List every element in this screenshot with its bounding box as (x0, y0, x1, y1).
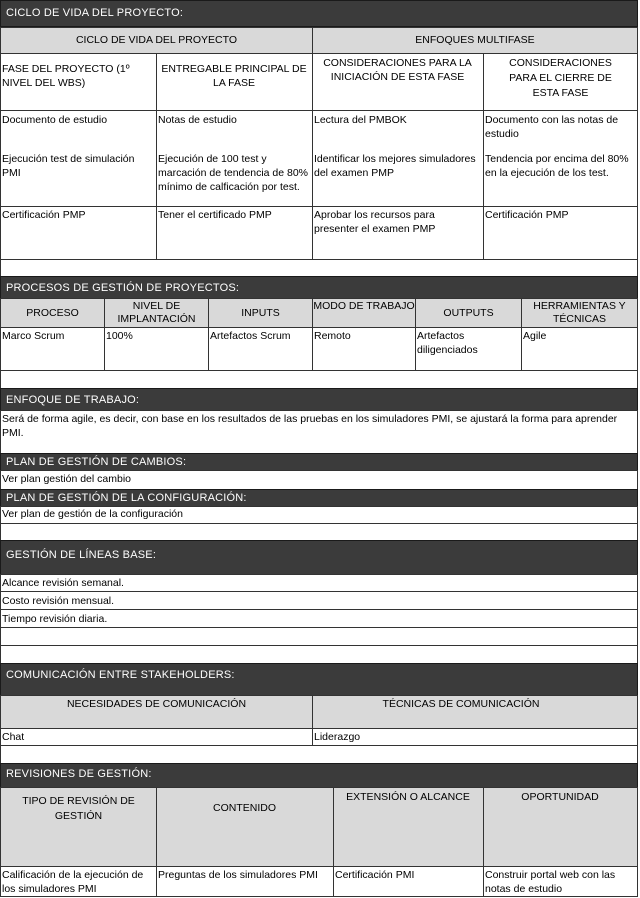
lifecycle-row2-closure (483, 206, 638, 260)
communication-col-techniques: TÉCNICAS DE COMUNICACIÓN (312, 695, 638, 729)
review-col-header-opportunity (483, 787, 638, 867)
review-col-header-content (156, 787, 334, 867)
lifecycle-row2-phase (0, 206, 157, 260)
process-row-tools-text: Agile (523, 330, 547, 342)
multiphase-group-header: ENFOQUES MULTIFASE (312, 27, 638, 54)
lifecycle-row1-closure (483, 110, 638, 207)
lifecycle-row2-initiation-text: Aprobar los recursos para presenter el examen PMP (314, 209, 436, 235)
process-col-header-inputs: INPUTS (208, 298, 313, 328)
col-header-phase (0, 53, 157, 111)
process-row-level (104, 327, 209, 371)
blank-row (0, 745, 638, 764)
baseline-time-row (0, 609, 638, 628)
process-col-header-level: NIVEL DE IMPLANTACIÓN (104, 298, 209, 328)
baseline-time-text: Tiempo revisión diaria. (2, 613, 108, 625)
lifecycle-row1-initiation (312, 110, 484, 207)
lifecycle-row2-deliverable-text: Tener el certificado PMP (158, 209, 272, 221)
review-row-type (0, 866, 157, 897)
process-col-header-process: PROCESO (0, 298, 105, 328)
work-approach-cell (0, 410, 638, 454)
review-col-header-opportunity-text: OPORTUNIDAD (521, 791, 599, 803)
process-row-process (0, 327, 105, 371)
lifecycle-row1-initiation-a: Lectura del PMBOK (314, 114, 407, 126)
blank-row (0, 259, 638, 277)
review-row-type-text: Calificación de la ejecución de los simuladores PMI (2, 869, 144, 895)
col-header-initiation-text: CONSIDERACIONES PARA LA INICIACIÓN DE ESTA FASE (323, 57, 472, 83)
work-approach-text: Será de forma agile, es decir, con base en los resultados de las pruebas en los simuladores PMI, se ajustará la forma para aprender PMI. (2, 413, 618, 439)
review-col-header-content-text: CONTENIDO (213, 802, 276, 814)
processes-section-title: PROCESOS DE GESTIÓN DE PROYECTOS: (0, 276, 638, 299)
work-approach-section-title: ENFOQUE DE TRABAJO: (0, 388, 638, 411)
baseline-scope-text: Alcance revisión semanal. (2, 577, 124, 589)
communication-col-needs: NECESIDADES DE COMUNICACIÓN (0, 695, 313, 729)
process-col-header-outputs: OUTPUTS (415, 298, 522, 328)
review-row-scope-text: Certificación PMI (335, 869, 415, 881)
communication-row-needs-text: Chat (2, 731, 25, 743)
baselines-section-title: GESTIÓN DE LÍNEAS BASE: (0, 540, 638, 575)
lifecycle-row1-deliverable-b: Ejecución de 100 test y marcación de tendencia de 80% mínimo de calficación por test. (158, 153, 309, 193)
blank-row (0, 523, 638, 541)
process-col-header-work-mode: MODO DE TRABAJO (312, 298, 416, 328)
config-plan-text: Ver plan de gestión de la configuración (2, 508, 183, 520)
review-row-content-text: Preguntas de los simuladores PMI (158, 869, 318, 881)
review-col-header-type (0, 787, 157, 867)
lifecycle-row1-phase-a: Documento de estudio (2, 114, 108, 126)
blank-row (0, 627, 638, 646)
lifecycle-section-title: CICLO DE VIDA DEL PROYECTO: (0, 0, 638, 27)
process-col-header-tools: HERRAMIENTAS Y TÉCNICAS (521, 298, 638, 328)
lifecycle-row1-deliverable-a: Notas de estudio (158, 114, 237, 126)
lifecycle-row2-deliverable (156, 206, 313, 260)
lifecycle-row1-deliverable (156, 110, 313, 207)
review-col-header-scope-text: EXTENSIÓN O ALCANCE (346, 791, 470, 803)
blank-row (0, 370, 638, 389)
process-row-inputs-text: Artefactos Scrum (210, 330, 291, 342)
process-row-outputs-text: Artefactos diligenciados (417, 330, 478, 356)
baseline-cost-row (0, 591, 638, 610)
process-row-work-mode (312, 327, 416, 371)
process-row-inputs (208, 327, 313, 371)
col-header-deliverable-text: ENTREGABLE PRINCIPAL DE LA FASE (161, 63, 307, 89)
review-row-opportunity-text: Construir portal web con las notas de estudio (485, 869, 616, 895)
review-row-opportunity (483, 866, 638, 897)
reviews-section-title: REVISIONES DE GESTIÓN: (0, 763, 638, 788)
communication-row-techniques (312, 728, 638, 746)
lifecycle-group-header: CICLO DE VIDA DEL PROYECTO (0, 27, 313, 54)
col-header-phase-text: FASE DEL PROYECTO (1º NIVEL DEL WBS) (2, 63, 130, 89)
change-plan-cell (0, 470, 638, 490)
lifecycle-row1-closure-b: Tendencia por encima del 80% en la ejecución de los test. (485, 153, 629, 179)
lifecycle-row1-phase (0, 110, 157, 207)
lifecycle-row2-phase-text: Certificación PMP (2, 209, 86, 221)
config-plan-cell (0, 506, 638, 524)
review-col-header-scope (333, 787, 484, 867)
col-header-closure-text: CONSIDERACIONES PARA EL CIERRE DE ESTA FASE (509, 57, 612, 99)
communication-row-techniques-text: Liderazgo (314, 731, 361, 743)
process-row-process-text: Marco Scrum (2, 330, 65, 342)
lifecycle-row2-initiation (312, 206, 484, 260)
lifecycle-row1-initiation-b: Identificar los mejores simuladores del examen PMP (314, 153, 476, 179)
col-header-closure (483, 53, 638, 111)
col-header-deliverable (156, 53, 313, 111)
process-row-outputs (415, 327, 522, 371)
review-row-scope (333, 866, 484, 897)
col-header-initiation (312, 53, 484, 111)
lifecycle-row1-phase-b: Ejecución test de simulación PMI (2, 153, 135, 179)
communication-row-needs (0, 728, 313, 746)
process-row-level-text: 100% (106, 330, 133, 342)
change-plan-section-title: PLAN DE GESTIÓN DE CAMBIOS: (0, 453, 638, 471)
process-row-work-mode-text: Remoto (314, 330, 351, 342)
lifecycle-row2-closure-text: Certificación PMP (485, 209, 569, 221)
baseline-scope-row (0, 574, 638, 592)
review-row-content (156, 866, 334, 897)
process-row-tools (521, 327, 638, 371)
communication-section-title: COMUNICACIÓN ENTRE STAKEHOLDERS: (0, 663, 638, 696)
config-plan-section-title: PLAN DE GESTIÓN DE LA CONFIGURACIÓN: (0, 489, 638, 507)
review-col-header-type-text: TIPO DE REVISIÓN DE GESTIÓN (22, 795, 135, 822)
baseline-cost-text: Costo revisión mensual. (2, 595, 115, 607)
change-plan-text: Ver plan gestión del cambio (2, 473, 131, 485)
lifecycle-row1-closure-a: Documento con las notas de estudio (485, 114, 619, 140)
blank-row (0, 645, 638, 664)
